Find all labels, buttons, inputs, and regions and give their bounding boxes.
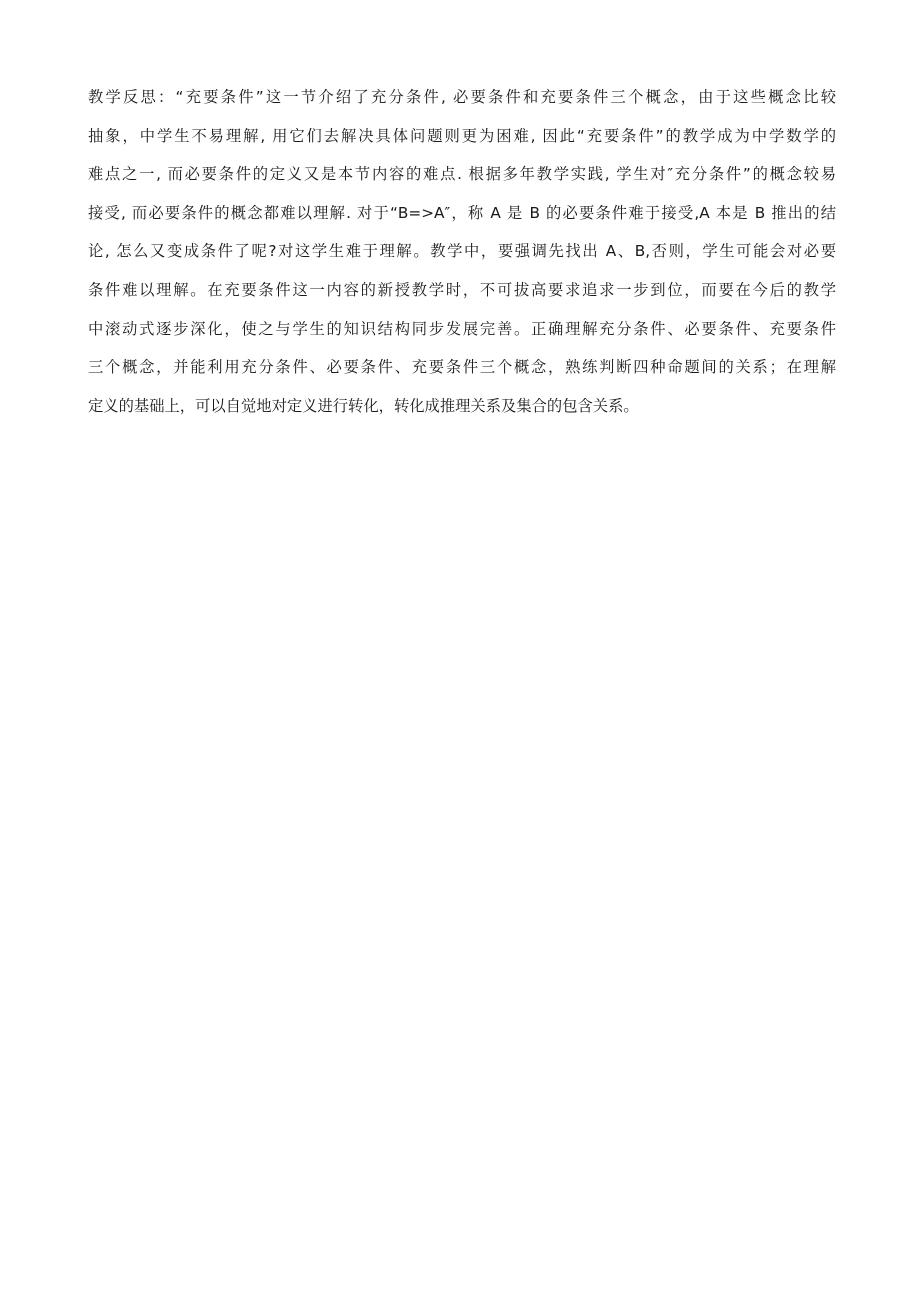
reflection-paragraph <box>88 78 836 425</box>
paragraph-line-9: 定义的基础上，可以自觉地对定义进行转化，转化成推理关系及集合的包含关系。 <box>88 396 639 415</box>
paragraph-line-3: 难点之一, 而必要条件的定义又是本节内容的难点. 根据多年教学实践, 学生对″充分条件”的概念较易 <box>88 165 836 184</box>
paragraph-line-8: 三个概念，并能利用充分条件、必要条件、充要条件三个概念，熟练判断四种命题间的关系；在理解 <box>88 358 836 377</box>
paragraph-line-1: 教学反思：“充要条件”这一节介绍了充分条件, 必要条件和充要条件三个概念，由于这些概念比较 <box>88 88 836 106</box>
paragraph-line-5: 论, 怎么又变成条件了呢?对这学生难于理解。教学中，要强调先找出 A、B,否则，学生可能会对必要 <box>88 242 836 261</box>
paragraph-line-4: 接受, 而必要条件的概念都难以理解. 对于“B=>A″，称 A 是 B 的必要条件难于接受,A 本是 B 推出的结 <box>88 203 836 222</box>
paragraph-line-6: 条件难以理解。在充要条件这一内容的新授教学时，不可拔高要求追求一步到位，而要在今后的教学 <box>88 280 836 299</box>
paragraph-line-2: 抽象，中学生不易理解, 用它们去解决具体问题则更为困难, 因此“充要条件”的教学成为中学数学的 <box>88 126 836 145</box>
paragraph-line-7: 中滚动式逐步深化，使之与学生的知识结构同步发展完善。正确理解充分条件、必要条件、充要条件 <box>88 319 836 338</box>
